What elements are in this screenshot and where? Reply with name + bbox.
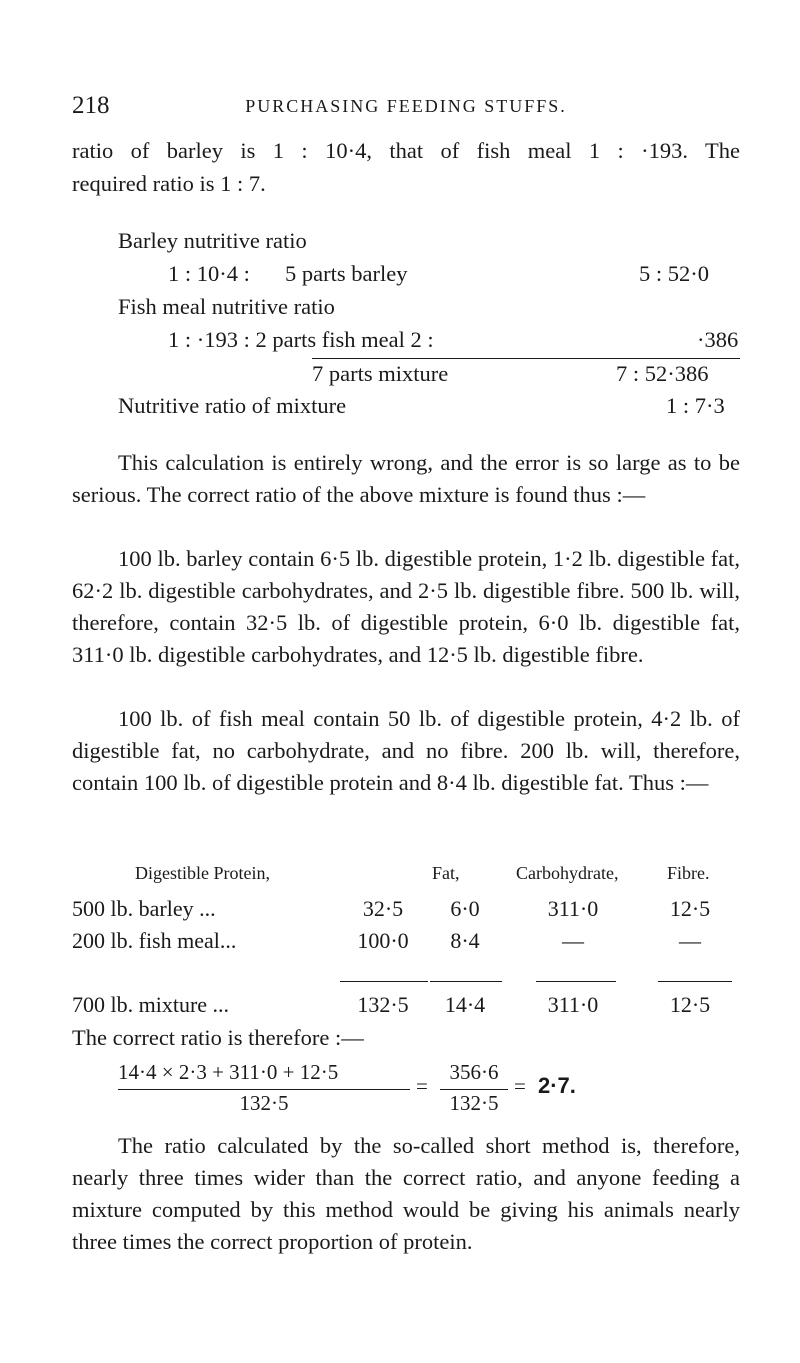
correct-ratio-label: The correct ratio is therefore :— bbox=[72, 1025, 364, 1050]
fraction-bar-2 bbox=[440, 1089, 508, 1090]
paragraph-conclusion: The ratio calculated by the so-called short method is, therefore, nearly three times wider than the correct ratio, and anyone feeding a mixture computed by this method would be giving his animals nearly three times the correct proportion of protein. bbox=[72, 1133, 740, 1254]
header-fibre: Fibre. bbox=[667, 863, 710, 883]
row-fish-protein: 100·0 bbox=[357, 928, 409, 953]
row-fish-fat: 8·4 bbox=[450, 928, 480, 953]
intro-line-1: ratio of barley is 1 : 10·4, that of fish meal 1 : ·193. The bbox=[72, 138, 740, 163]
paragraph-error: This calculation is entirely wrong, and the error is so large as to be serious. The correct ratio of the above mixture is found thus :— bbox=[72, 450, 740, 507]
row-total-protein: 132·5 bbox=[357, 992, 409, 1017]
intro-line-2: required ratio is 1 : 7. bbox=[72, 171, 266, 196]
mixture-result: 7 : 52·386 bbox=[616, 361, 709, 386]
fish-ratio-value: 1 : ·193 : 2 parts fish meal 2 : bbox=[168, 327, 434, 352]
formula-numerator-1: 14·4 × 2·3 + 311·0 + 12·5 bbox=[118, 1060, 339, 1084]
row-total-fibre: 12·5 bbox=[669, 992, 711, 1017]
row-barley-fat: 6·0 bbox=[450, 896, 480, 921]
formula-denominator-2: 132·5 bbox=[449, 1091, 499, 1115]
total-rule-fibre bbox=[658, 981, 732, 982]
nutritive-ratio-label: Nutritive ratio of mixture bbox=[118, 393, 347, 418]
row-total-carb: 311·0 bbox=[547, 992, 599, 1017]
paragraph-barley: 100 lb. barley contain 6·5 lb. digestible protein, 1·2 lb. digestible fat, 62·2 lb. digestible carbohydrates, and 2·5 lb. digestible fibre. 500 lb. will, therefore, contain 32·5 lb. of digestible protein, 6·0 lb. digestible fat, 311·0 lb. digestible carbohydrates, and 12·5 lb. digestible fibre. bbox=[72, 546, 740, 667]
page-number: 218 bbox=[72, 92, 110, 119]
formula-equals-1: = bbox=[416, 1074, 428, 1098]
row-fish-label: 200 lb. fish meal... bbox=[72, 928, 237, 953]
barley-result: 5 : 52·0 bbox=[639, 261, 709, 286]
formula-equals-2: = bbox=[514, 1074, 526, 1098]
row-barley-carb: 311·0 bbox=[547, 896, 599, 921]
page-header bbox=[72, 92, 740, 122]
total-rule-fat bbox=[430, 981, 502, 982]
header-carbohydrate: Carbohydrate, bbox=[516, 863, 619, 883]
barley-parts: 5 parts barley bbox=[285, 261, 408, 286]
running-head: PURCHASING FEEDING STUFFS. bbox=[245, 96, 567, 116]
nutritive-ratio-result: 1 : 7·3 bbox=[666, 393, 725, 418]
barley-ratio-label: Barley nutritive ratio bbox=[118, 228, 307, 253]
formula-denominator-1: 132·5 bbox=[239, 1091, 289, 1115]
row-total-label: 700 lb. mixture ... bbox=[72, 992, 230, 1017]
fish-result: ·386 bbox=[697, 327, 739, 352]
total-rule-protein bbox=[340, 981, 428, 982]
row-barley-protein: 32·5 bbox=[362, 896, 404, 921]
fish-ratio-label: Fish meal nutritive ratio bbox=[118, 294, 335, 319]
formula-result: 2·7. bbox=[538, 1073, 576, 1098]
barley-ratio-value: 1 : 10·4 : bbox=[168, 261, 250, 286]
paragraph-fish-meal: 100 lb. of fish meal contain 50 lb. of digestible protein, 4·2 lb. of digestible fat, no carbohydrate, and no fibre. 200 lb. will, therefore, contain 100 lb. of digestible protein and 8·4 lb. digestible fat. Thus :— bbox=[72, 706, 740, 795]
row-total-fat: 14·4 bbox=[444, 992, 486, 1017]
row-fish-fibre: — bbox=[679, 928, 701, 953]
fraction-bar-1 bbox=[118, 1089, 410, 1090]
row-barley-label: 500 lb. barley ... bbox=[72, 896, 216, 921]
header-fat: Fat, bbox=[432, 863, 460, 883]
header-protein: Digestible Protein, bbox=[135, 863, 270, 883]
total-rule-carb bbox=[536, 981, 616, 982]
calc-rule bbox=[312, 358, 740, 359]
mixture-parts: 7 parts mixture bbox=[312, 361, 449, 386]
row-fish-carb: — bbox=[562, 928, 584, 953]
formula-numerator-2: 356·6 bbox=[449, 1060, 499, 1084]
row-barley-fibre: 12·5 bbox=[669, 896, 711, 921]
